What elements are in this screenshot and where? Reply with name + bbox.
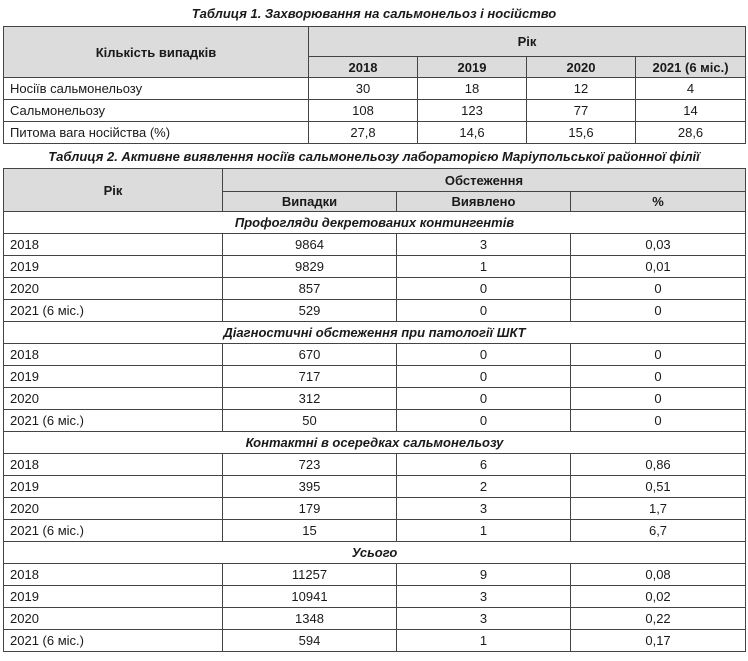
table1-salmonellosis-cases (3, 26, 746, 144)
table-cell: 15,6 (527, 122, 636, 144)
table1-caption: Таблиця 1. Захворювання на сальмонельоз і носійство (191, 6, 557, 21)
found-cell: 3 (397, 586, 571, 608)
table2-group-header: Обстеження (223, 169, 746, 192)
section-title: Профогляди декретованих контингентів (4, 212, 746, 234)
cases-cell: 10941 (223, 586, 397, 608)
year-cell: 2019 (4, 476, 223, 498)
table-row (4, 78, 746, 100)
table-row (4, 344, 746, 366)
percent-cell: 0 (571, 410, 746, 432)
table2-column-header-found: Виявлено (397, 192, 571, 212)
section-row (4, 542, 746, 564)
table-cell: 77 (527, 100, 636, 122)
table-row (4, 256, 746, 278)
table-row (4, 388, 746, 410)
percent-cell: 6,7 (571, 520, 746, 542)
year-cell: 2020 (4, 608, 223, 630)
cases-cell: 50 (223, 410, 397, 432)
table-row (4, 410, 746, 432)
table-row (4, 608, 746, 630)
cases-cell: 11257 (223, 564, 397, 586)
table-row (4, 564, 746, 586)
table2-column-header-percent: % (571, 192, 746, 212)
found-cell: 9 (397, 564, 571, 586)
year-cell: 2018 (4, 344, 223, 366)
table-row (4, 630, 746, 652)
table2-caption: Таблиця 2. Активне виявлення носіїв сальмонельозу лабораторією Маріупольської районної філії (48, 149, 700, 164)
percent-cell: 0,51 (571, 476, 746, 498)
table1-year-group-header: Рік (309, 27, 746, 57)
cases-cell: 179 (223, 498, 397, 520)
cases-cell: 717 (223, 366, 397, 388)
table-row (4, 476, 746, 498)
table-row (4, 586, 746, 608)
table1-year-header: 2018 (309, 57, 418, 78)
table-cell: 123 (418, 100, 527, 122)
percent-cell: 1,7 (571, 498, 746, 520)
section-title: Контактні в осередках сальмонельозу (4, 432, 746, 454)
table-cell: 108 (309, 100, 418, 122)
table-row (4, 366, 746, 388)
table1-year-header: 2019 (418, 57, 527, 78)
percent-cell: 0,17 (571, 630, 746, 652)
table1-body (4, 78, 746, 144)
found-cell: 0 (397, 366, 571, 388)
cases-cell: 9864 (223, 234, 397, 256)
table1-year-header: 2021 (6 міс.) (636, 57, 746, 78)
year-cell: 2021 (6 міс.) (4, 520, 223, 542)
found-cell: 0 (397, 300, 571, 322)
year-cell: 2020 (4, 498, 223, 520)
cases-cell: 670 (223, 344, 397, 366)
table-cell: 30 (309, 78, 418, 100)
percent-cell: 0 (571, 300, 746, 322)
section-title: Діагностичні обстеження при патології ШКТ (4, 322, 746, 344)
found-cell: 3 (397, 498, 571, 520)
table-row (4, 234, 746, 256)
percent-cell: 0,02 (571, 586, 746, 608)
table-cell: 12 (527, 78, 636, 100)
section-row (4, 432, 746, 454)
found-cell: 1 (397, 256, 571, 278)
year-cell: 2018 (4, 454, 223, 476)
table-cell: 14,6 (418, 122, 527, 144)
table-row (4, 122, 746, 144)
table1-year-header: 2020 (527, 57, 636, 78)
table-row (4, 454, 746, 476)
cases-cell: 529 (223, 300, 397, 322)
year-cell: 2019 (4, 366, 223, 388)
year-cell: 2021 (6 міс.) (4, 630, 223, 652)
found-cell: 0 (397, 344, 571, 366)
cases-cell: 9829 (223, 256, 397, 278)
percent-cell: 0 (571, 366, 746, 388)
row-label: Питома вага носійства (%) (4, 122, 309, 144)
table-row (4, 278, 746, 300)
table2-column-header-cases: Випадки (223, 192, 397, 212)
found-cell: 1 (397, 630, 571, 652)
table-cell: 18 (418, 78, 527, 100)
percent-cell: 0 (571, 388, 746, 410)
year-cell: 2020 (4, 278, 223, 300)
cases-cell: 723 (223, 454, 397, 476)
table-row (4, 100, 746, 122)
year-cell: 2018 (4, 234, 223, 256)
table-cell: 28,6 (636, 122, 746, 144)
cases-cell: 594 (223, 630, 397, 652)
table-cell: 14 (636, 100, 746, 122)
table-row (4, 498, 746, 520)
year-cell: 2021 (6 міс.) (4, 410, 223, 432)
found-cell: 0 (397, 410, 571, 432)
cases-cell: 395 (223, 476, 397, 498)
percent-cell: 0,01 (571, 256, 746, 278)
found-cell: 3 (397, 608, 571, 630)
table-cell: 27,8 (309, 122, 418, 144)
year-cell: 2019 (4, 256, 223, 278)
percent-cell: 0,22 (571, 608, 746, 630)
found-cell: 3 (397, 234, 571, 256)
percent-cell: 0 (571, 278, 746, 300)
row-label: Сальмонельозу (4, 100, 309, 122)
cases-cell: 312 (223, 388, 397, 410)
row-label: Носіїв сальмонельозу (4, 78, 309, 100)
section-title: Усього (4, 542, 746, 564)
table2-body (4, 212, 746, 652)
table-row (4, 520, 746, 542)
found-cell: 0 (397, 388, 571, 410)
table-row (4, 300, 746, 322)
year-cell: 2019 (4, 586, 223, 608)
cases-cell: 857 (223, 278, 397, 300)
table2-carrier-detection (3, 168, 746, 652)
table-cell: 4 (636, 78, 746, 100)
found-cell: 0 (397, 278, 571, 300)
section-row (4, 212, 746, 234)
year-cell: 2018 (4, 564, 223, 586)
percent-cell: 0 (571, 344, 746, 366)
percent-cell: 0,86 (571, 454, 746, 476)
percent-cell: 0,03 (571, 234, 746, 256)
year-cell: 2020 (4, 388, 223, 410)
table1-corner-header: Кількість випадків (4, 27, 309, 78)
table2-corner-header: Рік (4, 169, 223, 212)
year-cell: 2021 (6 міс.) (4, 300, 223, 322)
cases-cell: 1348 (223, 608, 397, 630)
percent-cell: 0,08 (571, 564, 746, 586)
found-cell: 6 (397, 454, 571, 476)
cases-cell: 15 (223, 520, 397, 542)
section-row (4, 322, 746, 344)
found-cell: 1 (397, 520, 571, 542)
found-cell: 2 (397, 476, 571, 498)
